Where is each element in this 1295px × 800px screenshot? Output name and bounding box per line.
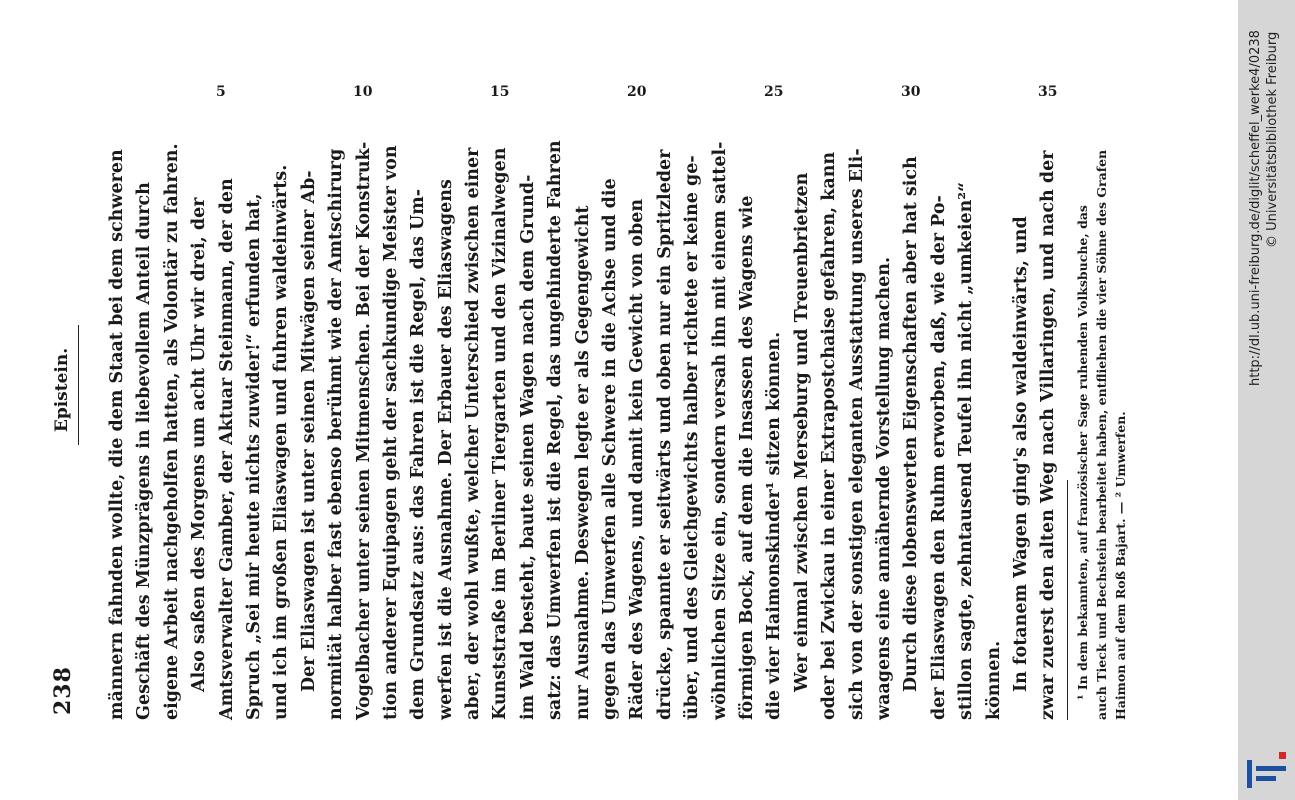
text-line: Kunststraße im Berliner Tiergarten und den Vizinalwegen [490,147,511,720]
margin-line-number: 20 [626,84,647,100]
text-line: normität halber fast ebenso berühmt wie der Amtschirurg [326,148,347,720]
text-line: tion anderer Equipagen geht der sachkundige Meister von [380,145,401,720]
footnote-line: Haimon auf dem Roß Bajart. — ² Umwerfen. [1113,411,1128,720]
text-line: gegen das Umwerfen alle Schwere in die Achse und die [600,178,621,720]
text-line: stillon sagte, zehntausend Teufel ihn nicht „umkeien²“ [956,181,977,720]
logo-bar-mid [1256,766,1286,771]
logo-bar-low [1256,776,1276,781]
text-line: Geschäft des Münzprägens in liebevollem Anteil durch [134,182,155,720]
text-line: wöhnlichen Sitze ein, sondern versah ihn mit einem sattel- [709,141,730,720]
text-line: drücke, spannte er seitwärts und oben nur ein Spritzleder [654,149,675,720]
text-line: und ich im großen Eliaswagen und fuhren waldeinwärts. [271,164,292,720]
margin-line-number: 35 [1037,84,1058,100]
margin-line-number: 25 [763,84,784,100]
side-strip [1238,0,1295,800]
running-head: Epistein. [52,347,72,433]
side-copyright: © Universitätsbibliothek Freiburg [1265,31,1280,248]
text-line: Also saßen des Morgens um acht Uhr wir drei, der [189,197,210,692]
text-line: förmigen Bock, auf dem die Insassen des Wagens wie [736,195,757,720]
text-line: Durch diese lobenswerten Eigenschaften aber hat sich [901,156,922,692]
text-line: satz: das Umwerfen ist die Regel, das ungehinderte Fahren [545,140,566,720]
text-line: zwar zuerst den alten Weg nach Villaringen, und nach der [1038,150,1059,720]
text-line: sich von der sonstigen eleganten Ausstattung unseres Eli- [846,148,867,720]
text-line: der Eliaswagen den Ruhm erworben, daß, wie der Po- [928,195,949,720]
body-text [104,95,1063,720]
text-line: Vogelbacher unter seinen Mitmenschen. Bei der Konstruk- [353,141,374,720]
text-line: eigene Arbeit nachgeholfen hatten, als Volontär zu fahren. [161,143,182,720]
footnote-line: ¹ In dem bekannten, auf französischer Sage ruhenden Volksbuche, das [1075,205,1090,700]
text-line: waagens eine annähernde Vorstellung machen. [873,256,894,720]
logo-bar-left [1247,760,1252,788]
text-line: Spruch „Sei mir heute nichts zuwider!“ erfunden hat, [243,193,264,720]
margin-line-number: 5 [215,84,226,100]
text-line: werfen ist die Ausnahme. Der Erbauer des Eliaswagens [435,179,456,720]
margin-line-number: 15 [489,84,510,100]
ub-freiburg-logo-icon [1243,744,1291,792]
text-line: Räder des Wagens, und damit kein Gewicht von oben [627,198,648,720]
running-head-rule [78,325,79,445]
text-line: oder bei Zwickau in einer Extrapostchaise gefahren, kann [819,151,840,720]
footnote [1073,80,1130,720]
margin-line-number: 10 [352,84,373,100]
footnote-line: auch Tieck und Bechstein bearbeitet haben, entfliehen die vier Söhne des Grafen [1094,149,1109,720]
text-line: dem Grundsatz aus: das Fahren ist die Regel, das Um- [408,188,429,720]
logo-square-red [1279,752,1286,759]
text-line: über, und des Gleichgewichts halber richtete er keine ge- [682,155,703,720]
text-line: Amtsverwalter Gamber, der Aktuar Steinmann, der den [216,178,237,720]
side-url[interactable]: http://dl.ub.uni-freiburg.de/diglit/scheffel_werke4/0238 [1248,30,1263,386]
page-number: 238 [50,666,76,715]
text-line: männern fahnden wollte, die dem Staat bei dem schweren [107,149,127,720]
text-line: In fotanem Wagen ging's also waldeinwärts, und [1010,216,1031,692]
text-line: können. [983,640,1004,720]
footnote-rule [1067,480,1068,720]
margin-line-number: 30 [900,84,921,100]
text-line: die vier Haimonskinder¹ sitzen können. [764,331,785,720]
text-line: aber, der wohl wußte, welcher Unterschied zwischen einer [463,147,484,720]
text-line: im Wald besteht, baute seinen Wagen nach dem Grund- [517,174,538,720]
text-line: nur Ausnahme. Deswegen legte er als Gegengewicht [572,205,593,720]
text-line: Wer einmal zwischen Merseburg und Treuenbrietzen [791,172,812,692]
text-line: Der Eliaswagen ist unter seinen Mitwägen seiner Ab- [298,170,319,692]
